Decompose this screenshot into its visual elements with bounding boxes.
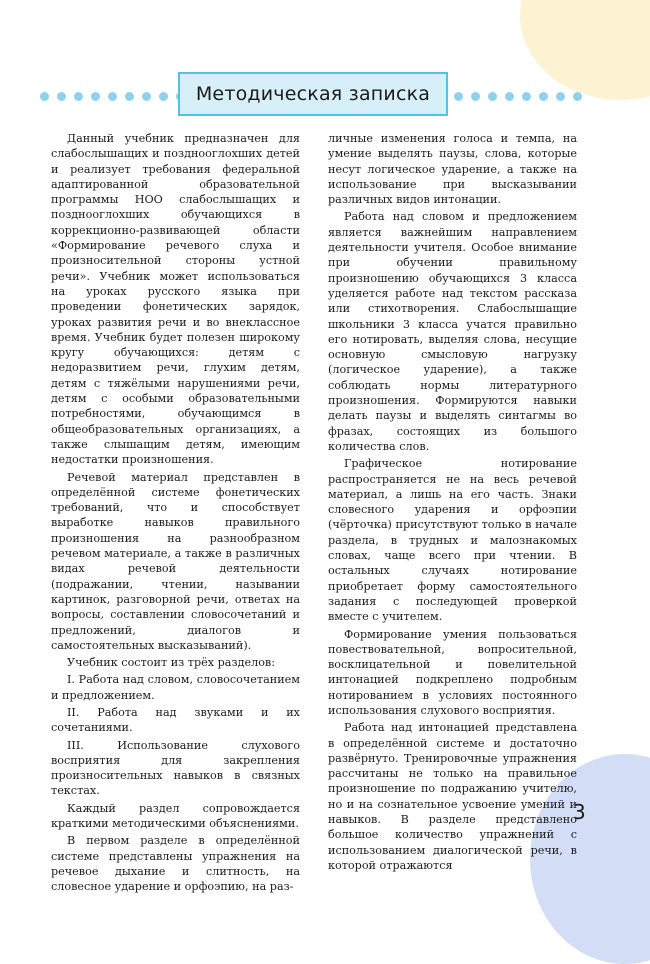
section-title: Методическая записка bbox=[195, 83, 431, 105]
paragraph: Работа над интонацией представлена в определённой системе и достаточно развёрнуто. Тренировочные упражнения рассчитаны не только на правильное произношение по подражанию учителю, но и на сознательное усвоение умений и навыков. В разделе представлено большое количество упражнений с использованием диалогической речи, в которой отражаются bbox=[328, 721, 577, 872]
paragraph: III. Использование слухового восприятия для закрепления произносительных навыков в связных текстах. bbox=[51, 738, 300, 798]
paragraph: Формирование умения пользоваться повествовательной, вопросительной, восклицательной и повелительной интонацией подкреплено подробным нотированием в условиях постоянного использования слухового восприятия. bbox=[328, 627, 577, 717]
paragraph: Данный учебник предназначен для слабослышащих и позднооглохших детей и реализует требования федеральной адаптированной образовательной программы НОО слабослышащих и позднооглохших обучающихся в коррекционно-развивающей области «Формирование речевого слуха и произносительной стороны устной речи». Учебник может использоваться на уроках русского языка при проведении фонетических зарядок, уроках развития речи и во внеклассное время. Учебник будет полезен широкому кругу обучающихся: детям с недоразвитием речи, глухим детям, детям с тяжёлыми нарушениями речи, детям с особыми образовательными потребностями, обучающимся в общеобразовательных организациях, а также слышащим детям, имеющим недостатки произношения. bbox=[51, 132, 300, 467]
section-header bbox=[178, 72, 448, 116]
paragraph: В первом разделе в определённой системе представлены упражнения на речевое дыхание и слитность, на словесное ударение и орфоэпию, на раз- bbox=[51, 834, 300, 894]
paragraph: Каждый раздел сопровождается краткими методическими объяснениями. bbox=[51, 801, 300, 831]
paragraph: Учебник состоит из трёх разделов: bbox=[67, 656, 275, 670]
paragraph: Работа над словом и предложением является важнейшим направлением деятельности учителя. Особое внимание при обучении правильному произношению обучающихся 3 класса уделяется работе над текстом рассказа или стихотворения. Слабослышащие школьники 3 класса учатся правильно его нотировать, выделяя слова, несущие основную смысловую нагрузку (логическое ударение), а также соблюдать нормы литературного произношения. Формируются навыки делать паузы и выделять синтагмы во фразах, состоящих из большого количества слов. bbox=[328, 210, 577, 453]
page-number: 3 bbox=[573, 800, 586, 824]
paragraph: Речевой материал представлен в определённой системе фонетических требований, что и способствует выработке навыков правильного произношения на разнообразном речевом материале, а также в различных видах речевой деятельности (подражании, чтении, назывании картинок, разговорной речи, ответах на вопросы, составлении словосочетаний и предложений, диалогов и самостоятельных высказываний). bbox=[51, 470, 300, 652]
paragraph: Графическое нотирование распространяется не на весь речевой материал, а лишь на его часть. Знаки словесного ударения и орфоэпии (чёрточка) присутствуют только в начале раздела, в трудных и малознакомых словах, чаще всего при чтении. В остальных случаях нотирование приобретает форму самостоятельного задания с последующей проверкой вместе с учителем. bbox=[328, 457, 577, 624]
right-text-column bbox=[328, 131, 577, 875]
decorative-dots-right bbox=[454, 91, 582, 101]
left-text-column bbox=[51, 131, 300, 897]
paragraph-continued: личные изменения голоса и темпа, на умение выделять паузы, слова, которые несут логическое ударение, а также на использование при высказывании различных видов интонации. bbox=[328, 132, 577, 207]
paragraph: I. Работа над словом, словосочетанием и предложением. bbox=[51, 673, 300, 702]
corner-decoration-top-right bbox=[520, 0, 650, 100]
paragraph: II. Работа над звуками и их сочетаниями. bbox=[51, 705, 300, 735]
